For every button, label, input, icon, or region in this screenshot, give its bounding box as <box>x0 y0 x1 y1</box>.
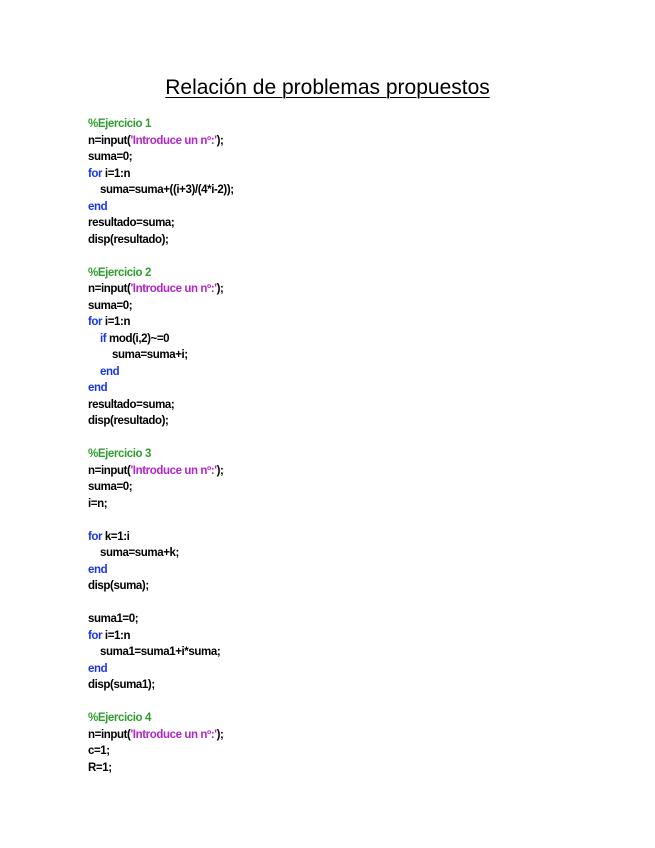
code-line: suma1=suma1+i*suma; <box>100 646 221 658</box>
code-line <box>88 314 628 331</box>
exercise-3-block <box>88 446 628 512</box>
code-text: mod(i,2)~=0 <box>106 332 170 345</box>
keyword: end <box>88 662 108 675</box>
code-line: disp(suma1); <box>88 679 155 691</box>
code-line <box>88 166 628 183</box>
exercise-2-block <box>88 265 628 430</box>
code-line: suma=0; <box>88 299 133 312</box>
code-line: R=1; <box>88 761 112 774</box>
keyword: for <box>88 316 103 328</box>
code-text: ); <box>216 464 224 477</box>
code-text: ); <box>216 283 224 295</box>
code-line: disp(resultado); <box>88 233 169 246</box>
code-text: n=input( <box>88 464 131 477</box>
code-text: n=input( <box>88 283 131 295</box>
code-text: k=1:i <box>102 530 130 543</box>
code-line: i=n; <box>88 497 108 510</box>
code-line <box>88 133 628 150</box>
exercise-1-comment: %Ejercicio 1 <box>88 118 151 130</box>
code-listing <box>88 116 628 793</box>
string-literal: 'Introduce un nº:' <box>130 283 217 295</box>
code-text: n=input( <box>88 728 131 741</box>
keyword: for <box>88 167 103 180</box>
code-line: c=1; <box>88 745 110 757</box>
keyword: for <box>88 629 103 642</box>
code-text: i=1:n <box>102 167 131 180</box>
exercise-3-loop-b <box>88 611 628 694</box>
exercise-3-loop-a <box>88 529 628 595</box>
code-line: suma1=0; <box>88 613 139 625</box>
exercise-4-comment: %Ejercicio 4 <box>88 712 151 724</box>
code-text: ); <box>216 134 224 147</box>
keyword: end <box>88 200 108 213</box>
string-literal: 'Introduce un nº:' <box>130 728 217 741</box>
keyword: if <box>100 332 107 345</box>
code-line: disp(resultado); <box>88 415 169 427</box>
code-line: resultado=suma; <box>88 217 175 229</box>
code-text: n=input( <box>88 134 131 147</box>
string-literal: 'Introduce un nº:' <box>130 464 217 477</box>
code-line <box>88 463 628 480</box>
code-line: resultado=suma; <box>88 398 175 411</box>
code-line <box>88 281 628 298</box>
code-text: ); <box>216 728 224 741</box>
code-line: suma=suma+i; <box>112 349 188 361</box>
code-line: disp(suma); <box>88 580 149 592</box>
code-line: suma=suma+k; <box>100 547 179 559</box>
exercise-3-comment: %Ejercicio 3 <box>88 448 151 460</box>
exercise-4-block <box>88 710 628 776</box>
code-text: i=1:n <box>102 629 131 642</box>
string-literal: 'Introduce un nº:' <box>130 134 217 147</box>
keyword: end <box>88 563 108 576</box>
keyword: for <box>88 530 103 543</box>
code-line <box>88 529 628 546</box>
code-line <box>88 628 628 645</box>
keyword: end <box>88 382 108 394</box>
keyword: end <box>100 365 120 378</box>
code-line: suma=0; <box>88 481 133 493</box>
exercise-1-block <box>88 116 628 248</box>
exercise-2-comment: %Ejercicio 2 <box>88 266 151 279</box>
page-title: Relación de problemas propuestos <box>165 76 490 99</box>
code-line <box>88 331 628 348</box>
code-line: suma=0; <box>88 151 133 163</box>
code-line <box>88 727 628 744</box>
code-line: suma=suma+((i+3)/(4*i-2)); <box>100 184 234 196</box>
code-text: i=1:n <box>102 316 131 328</box>
